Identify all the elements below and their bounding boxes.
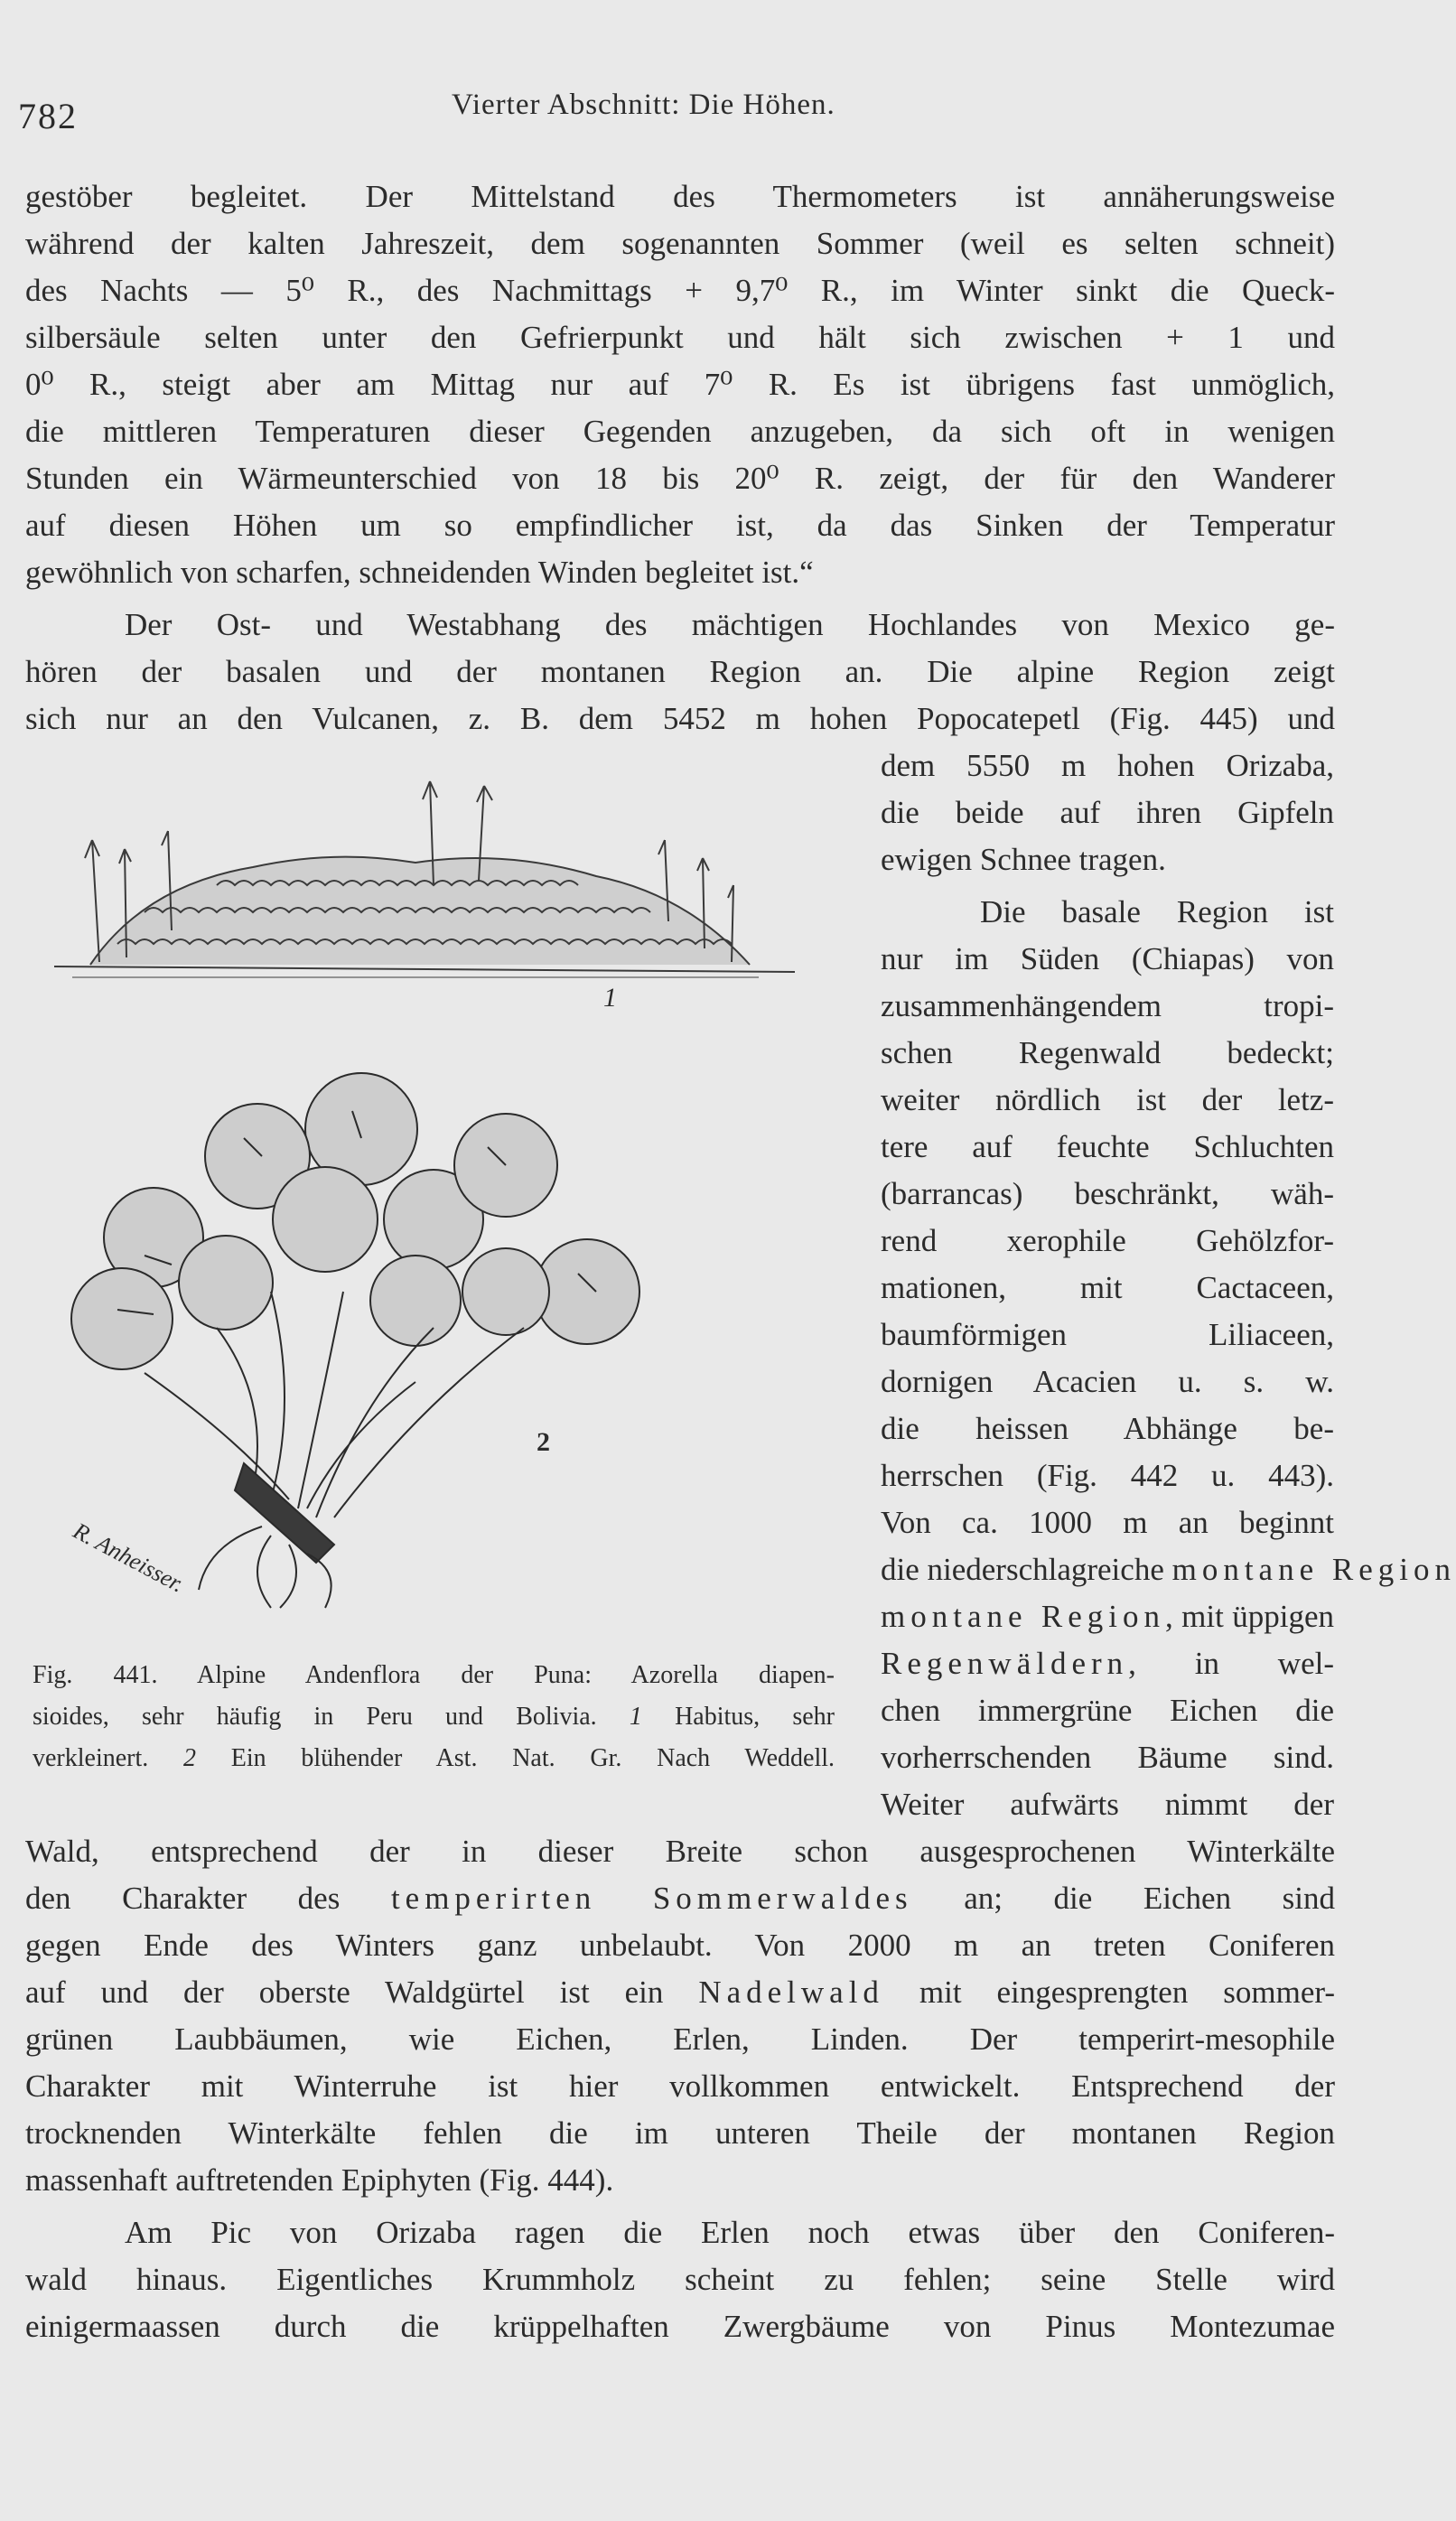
artist-signature: R. Anheisser. xyxy=(69,1517,189,1598)
caption-span: verkleinert. xyxy=(33,1744,149,1772)
column-line: tere auf feuchte Schluchten xyxy=(881,1129,1334,1164)
text-span: , in wel- xyxy=(1128,1646,1334,1681)
text-line: silbersäule selten unter den Gefrierpunkt und hält sich zwischen + 1 und xyxy=(25,320,1335,355)
azorella-flowering-branch xyxy=(71,1073,639,1608)
column-line: schen Regenwald bedeckt; xyxy=(881,1035,1334,1070)
column-line: Weiter aufwärts nimmt der xyxy=(881,1787,1334,1822)
text-line: Charakter mit Winterruhe ist hier vollkommen entwickelt. Entsprechend der xyxy=(25,2068,1335,2104)
figure-label-2: 2 xyxy=(537,1427,550,1457)
text-line: trocknenden Winterkälte fehlen die im unteren Theile der montanen Region xyxy=(25,2115,1335,2151)
caption-span: sioides, sehr häufig in Peru und Bolivia. xyxy=(33,1703,597,1731)
text-line: massenhaft auftretenden Epiphyten (Fig. 444). xyxy=(25,2162,614,2198)
text-span: auf und der oberste Waldgürtel ist ein xyxy=(25,1975,664,2010)
column-line: vorherrschenden Bäume sind. xyxy=(881,1740,1334,1775)
text-span: an; die Eichen sind xyxy=(964,1881,1335,1916)
text-line xyxy=(25,1969,1335,2016)
text-span: die niederschlagreiche xyxy=(881,1552,1164,1587)
column-line: chen immergrüne Eichen die xyxy=(881,1693,1334,1728)
spaced-term: Regenwäldern xyxy=(881,1646,1129,1681)
column-line: weiter nördlich ist der letz- xyxy=(881,1082,1334,1117)
text-line: auf diesen Höhen um so empfindlicher ist, da das Sinken der Temperatur xyxy=(25,508,1335,543)
text-line: die mittleren Temperaturen dieser Gegenden anzugeben, da sich oft in wenigen xyxy=(25,414,1335,449)
text-line: gestöber begleitet. Der Mittelstand des Thermometers ist annäherungsweise xyxy=(25,179,1335,214)
text-line: gegen Ende des Winters ganz unbelaubt. Von 2000 m an treten Coniferen xyxy=(25,1928,1335,1963)
figure-caption-line: Fig. 441. Alpine Andenflora der Puna: Azorella diapen- xyxy=(33,1661,835,1689)
text-line: gewöhnlich von scharfen, schneidenden Winden begleitet ist.“ xyxy=(25,555,814,590)
text-line: Wald, entsprechend der in dieser Breite schon ausgesprochenen Winterkälte xyxy=(25,1834,1335,1869)
column-line: dem 5550 m hohen Orizaba, xyxy=(881,748,1334,783)
text-line: grünen Laubbäumen, wie Eichen, Erlen, Linden. Der temperirt-mesophile xyxy=(25,2021,1335,2057)
text-line: Am Pic von Orizaba ragen die Erlen noch etwas über den Coniferen- xyxy=(125,2215,1335,2250)
figure-caption-line xyxy=(33,1696,835,1738)
text-line: des Nachts — 5⁰ R., des Nachmittags + 9,7⁰ R., im Winter sinkt die Queck- xyxy=(25,273,1335,308)
column-line: ewigen Schnee tragen. xyxy=(881,842,1166,877)
column-line: nur im Süden (Chiapas) von xyxy=(881,941,1334,976)
azorella-cushion-habit xyxy=(54,781,795,977)
column-line: zusammenhängendem tropi- xyxy=(881,988,1334,1023)
spaced-term: Nadelwald xyxy=(698,1975,884,2010)
column-line: herrschen (Fig. 442 u. 443). xyxy=(881,1458,1334,1493)
caption-span: Habitus, sehr xyxy=(675,1703,835,1731)
caption-ref: 1 xyxy=(629,1703,642,1731)
column-line: dornigen Acacien u. s. w. xyxy=(881,1364,1334,1399)
text-span: den Charakter des xyxy=(25,1881,341,1916)
text-line: hören der basalen und der montanen Region an. Die alpine Region zeigt xyxy=(25,654,1335,689)
column-line xyxy=(881,1546,1456,1593)
text-line: sich nur an den Vulcanen, z. B. dem 5452 m hohen Popocatepetl (Fig. 445) und xyxy=(25,701,1335,736)
caption-span: Ein blühender Ast. Nat. Gr. Nach Weddell. xyxy=(230,1744,835,1772)
figure-label-1: 1 xyxy=(603,983,617,1013)
text-line: während der kalten Jahreszeit, dem sogenannten Sommer (weil es selten schneit) xyxy=(25,226,1335,261)
column-line: (barrancas) beschränkt, wäh- xyxy=(881,1176,1334,1211)
text-span: mit eingesprengten sommer- xyxy=(919,1975,1335,2010)
column-line: rend xerophile Gehölzfor- xyxy=(881,1223,1334,1258)
running-title: Vierter Abschnitt: Die Höhen. xyxy=(452,89,835,121)
spaced-term: temperirten Sommerwaldes xyxy=(390,1881,913,1916)
column-line: baumförmigen Liliaceen, xyxy=(881,1317,1334,1352)
figure-illustration xyxy=(36,750,813,1617)
column-line xyxy=(881,1593,1334,1640)
text-span: , mit üppigen xyxy=(1165,1599,1335,1634)
column-line: mationen, mit Cactaceen, xyxy=(881,1270,1334,1305)
page-number: 782 xyxy=(18,96,78,136)
spaced-term: montane Region xyxy=(1171,1552,1456,1587)
text-line: Der Ost- und Westabhang des mächtigen Hochlandes von Mexico ge- xyxy=(125,607,1335,642)
text-line: 0⁰ R., steigt aber am Mittag nur auf 7⁰ R. Es ist übrigens fast unmöglich, xyxy=(25,367,1335,402)
column-line xyxy=(881,1640,1334,1687)
column-line: die heissen Abhänge be- xyxy=(881,1411,1334,1446)
text-line: einigermaassen durch die krüppelhaften Zwergbäume von Pinus Montezumae xyxy=(25,2309,1335,2344)
spaced-term: montane Region xyxy=(881,1599,1166,1634)
text-line xyxy=(25,1875,1335,1922)
text-line: wald hinaus. Eigentliches Krummholz scheint zu fehlen; seine Stelle wird xyxy=(25,2262,1335,2297)
figure-caption-line xyxy=(33,1738,835,1779)
column-line: Die basale Region ist xyxy=(980,894,1334,929)
text-line: Stunden ein Wärmeunterschied von 18 bis 20⁰ R. zeigt, der für den Wanderer xyxy=(25,461,1335,496)
caption-ref: 2 xyxy=(183,1744,197,1772)
column-line: die beide auf ihren Gipfeln xyxy=(881,795,1334,830)
column-line: Von ca. 1000 m an beginnt xyxy=(881,1505,1334,1540)
